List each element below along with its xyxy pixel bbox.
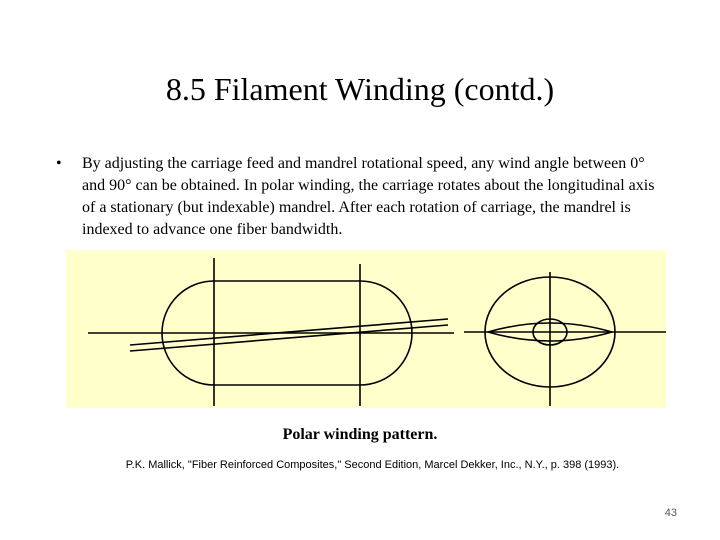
page-number: 43: [664, 507, 677, 519]
slide-title: 8.5 Filament Winding (contd.): [165, 71, 555, 107]
bullet-marker: •: [56, 155, 62, 172]
bullet-text: By adjusting the carriage feed and mandrel rotational speed, any wind angle between 0° and 90° can be obtained. In polar winding, the carriage rotates about the longitudinal axis of a stationary (but indexable) mandrel. After each rotation of carriage, the mandrel is indexed to advance one fiber bandwidth.: [82, 155, 655, 238]
citation: P.K. Mallick, "Fiber Reinforced Composites," Second Edition, Marcel Dekker, Inc., N.Y., p. 398 (1993).: [125, 459, 620, 471]
polar-winding-figure: [66, 250, 666, 408]
figure-caption: Polar winding pattern.: [282, 426, 438, 443]
fiber-path-upper: [130, 319, 448, 345]
polar-winding-diagram: [66, 250, 666, 408]
fiber-path-lower: [130, 325, 448, 351]
